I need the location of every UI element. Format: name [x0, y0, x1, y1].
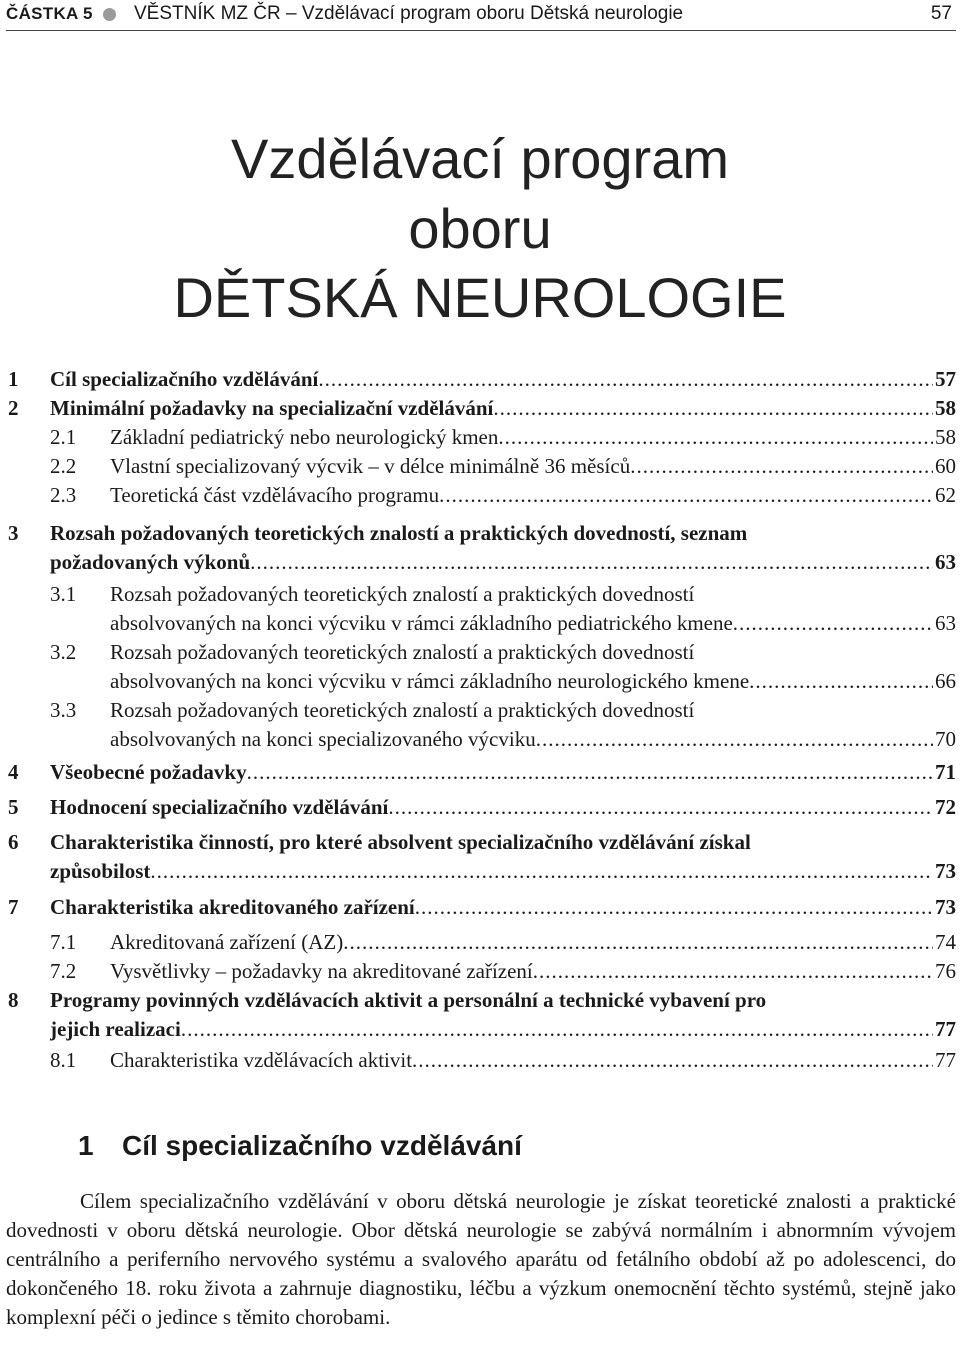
toc-entry-title: jejich realizaci — [50, 1017, 181, 1041]
toc-dot-leader — [247, 758, 933, 786]
toc-entry-page: 74 — [935, 930, 956, 954]
toc-dot-leader — [415, 893, 933, 921]
toc-entry-title: Hodnocení specializačního vzdělávání — [50, 795, 389, 819]
toc-dot-leader — [733, 609, 933, 637]
toc-entry-number: 3 — [8, 521, 19, 545]
toc-dot-leader — [412, 1046, 933, 1074]
toc-entry-number: 1 — [8, 367, 19, 391]
toc-entry-title: absolvovaných na konci specializovaného výcviku — [110, 727, 536, 751]
toc-entry-page: 73 — [935, 859, 956, 883]
toc-entry-page: 58 — [935, 425, 956, 449]
page-header — [6, 0, 956, 31]
toc-entry-title: Základní pediatrický nebo neurologický kmen — [110, 425, 499, 449]
toc-entry-title: Vysvětlivky – požadavky na akreditované zařízení — [110, 959, 533, 983]
toc-entry-number: 6 — [8, 830, 19, 854]
toc-entry-number: 2.2 — [50, 454, 77, 478]
toc-entry-number: 7.2 — [50, 959, 77, 983]
toc-dot-leader — [343, 928, 933, 956]
toc-dot-leader — [630, 452, 933, 480]
section-number: 1 — [78, 1130, 94, 1161]
toc-entry-number: 2.3 — [50, 483, 77, 507]
toc-entry-title: Charakteristika vzdělávacích aktivit — [110, 1048, 413, 1072]
toc-dot-leader — [536, 725, 933, 753]
toc-entry-page: 63 — [935, 611, 956, 635]
document-title-line-2: oboru — [408, 197, 552, 260]
toc-dot-leader — [318, 365, 933, 393]
toc-entry-title: Rozsah požadovaných teoretických znalostí a praktických dovedností — [110, 640, 695, 664]
toc-entry-number: 2 — [8, 396, 19, 420]
toc-entry-title: Teoretická část vzdělávacího programu — [110, 483, 440, 507]
section-title: Cíl specializačního vzdělávání — [122, 1130, 522, 1161]
toc-dot-leader — [250, 548, 933, 576]
toc-entry-number: 3.1 — [50, 582, 77, 606]
toc-entry-page: 63 — [935, 550, 956, 574]
toc-entry-number: 8.1 — [50, 1048, 77, 1072]
toc-entry-title: Charakteristika činností, pro které absolvent specializačního vzdělávání získal — [50, 830, 751, 854]
toc-entry-page: 76 — [935, 959, 956, 983]
toc-entry-page: 72 — [935, 795, 956, 819]
toc-entry-number: 7.1 — [50, 930, 77, 954]
toc-entry-page: 71 — [935, 760, 956, 784]
journal-title: VĚSTNÍK MZ ČR – Vzdělávací program oboru Dětská neurologie — [134, 3, 684, 24]
toc-entry-page: 77 — [935, 1048, 956, 1072]
toc-entry-title: Rozsah požadovaných teoretických znalostí a praktických dovedností — [110, 698, 695, 722]
toc-entry-title: Cíl specializačního vzdělávání — [50, 367, 319, 391]
toc-entry-title: Minimální požadavky na specializační vzdělávání — [50, 396, 494, 420]
toc-entry-title: absolvovaných na konci výcviku v rámci základního pediatrického kmene — [110, 611, 733, 635]
toc-entry-title: Charakteristika akreditovaného zařízení — [50, 895, 415, 919]
toc-dot-leader — [533, 957, 933, 985]
section-heading — [78, 1128, 522, 1164]
toc-entry-page: 62 — [935, 483, 956, 507]
toc-entry-title: požadovaných výkonů — [50, 550, 251, 574]
toc-entry-title: Programy povinných vzdělávacích aktivit a personální a technické vybavení pro — [50, 988, 767, 1012]
toc-entry-title: způsobilost — [50, 859, 151, 883]
toc-entry-number: 8 — [8, 988, 19, 1012]
toc-entry-page: 70 — [935, 727, 956, 751]
toc-entry-title: absolvovaných na konci výcviku v rámci základního neurologického kmene — [110, 669, 750, 693]
toc-entry-number: 3.2 — [50, 640, 77, 664]
toc-entry-title: Rozsah požadovaných teoretických znalostí a praktických dovedností, seznam — [50, 521, 748, 545]
section-paragraph: Cílem specializačního vzdělávání v oboru dětská neurologie je získat teoretické znalosti a praktické dovednosti v oboru dětská neurologie. Obor dětská neurologie se zabývá normálním i abnormním vývojem centrálního a periferního nervového systému a svalového aparátu od fetálního období až po adolescenci, do dokončeného 18. roku života a zahrnuje diagnostiku, léčbu a výzkum onemocnění těchto systémů, stejně jako komplexní péči o jedince s těmito chorobami. — [6, 1189, 956, 1329]
toc-entry-number: 2.1 — [50, 425, 77, 449]
toc-entry-number: 7 — [8, 895, 19, 919]
page-number: 57 — [930, 3, 952, 24]
toc-entry-page: 66 — [935, 669, 956, 693]
toc-dot-leader — [388, 793, 933, 821]
toc-entry-number: 5 — [8, 795, 19, 819]
document-title-line-1: Vzdělávací program — [230, 127, 729, 190]
toc-entry-title: Všeobecné požadavky — [50, 760, 247, 784]
toc-dot-leader — [749, 667, 933, 695]
bullet-dot-icon — [103, 8, 116, 21]
toc-dot-leader — [181, 1015, 933, 1043]
toc-dot-leader — [439, 481, 933, 509]
toc-entry-number: 3.3 — [50, 698, 77, 722]
document-title-line-3: DĚTSKÁ NEUROLOGIE — [173, 266, 787, 329]
toc-entry-page: 77 — [935, 1017, 956, 1041]
part-label: ČÁSTKA 5 — [6, 4, 93, 23]
toc-entry-title: Rozsah požadovaných teoretických znalostí a praktických dovedností — [110, 582, 695, 606]
toc-entry-number: 4 — [8, 760, 19, 784]
toc-entry-page: 58 — [935, 396, 956, 420]
toc-entry-page: 57 — [935, 367, 956, 391]
toc-entry-title: Akreditovaná zařízení (AZ) — [110, 930, 344, 954]
toc-entry-page: 73 — [935, 895, 956, 919]
toc-entry-title: Vlastní specializovaný výcvik – v délce minimálně 36 měsíců — [110, 454, 631, 478]
toc-dot-leader — [150, 857, 933, 885]
toc-dot-leader — [498, 423, 933, 451]
toc-entry-page: 60 — [935, 454, 956, 478]
toc-dot-leader — [493, 394, 933, 422]
